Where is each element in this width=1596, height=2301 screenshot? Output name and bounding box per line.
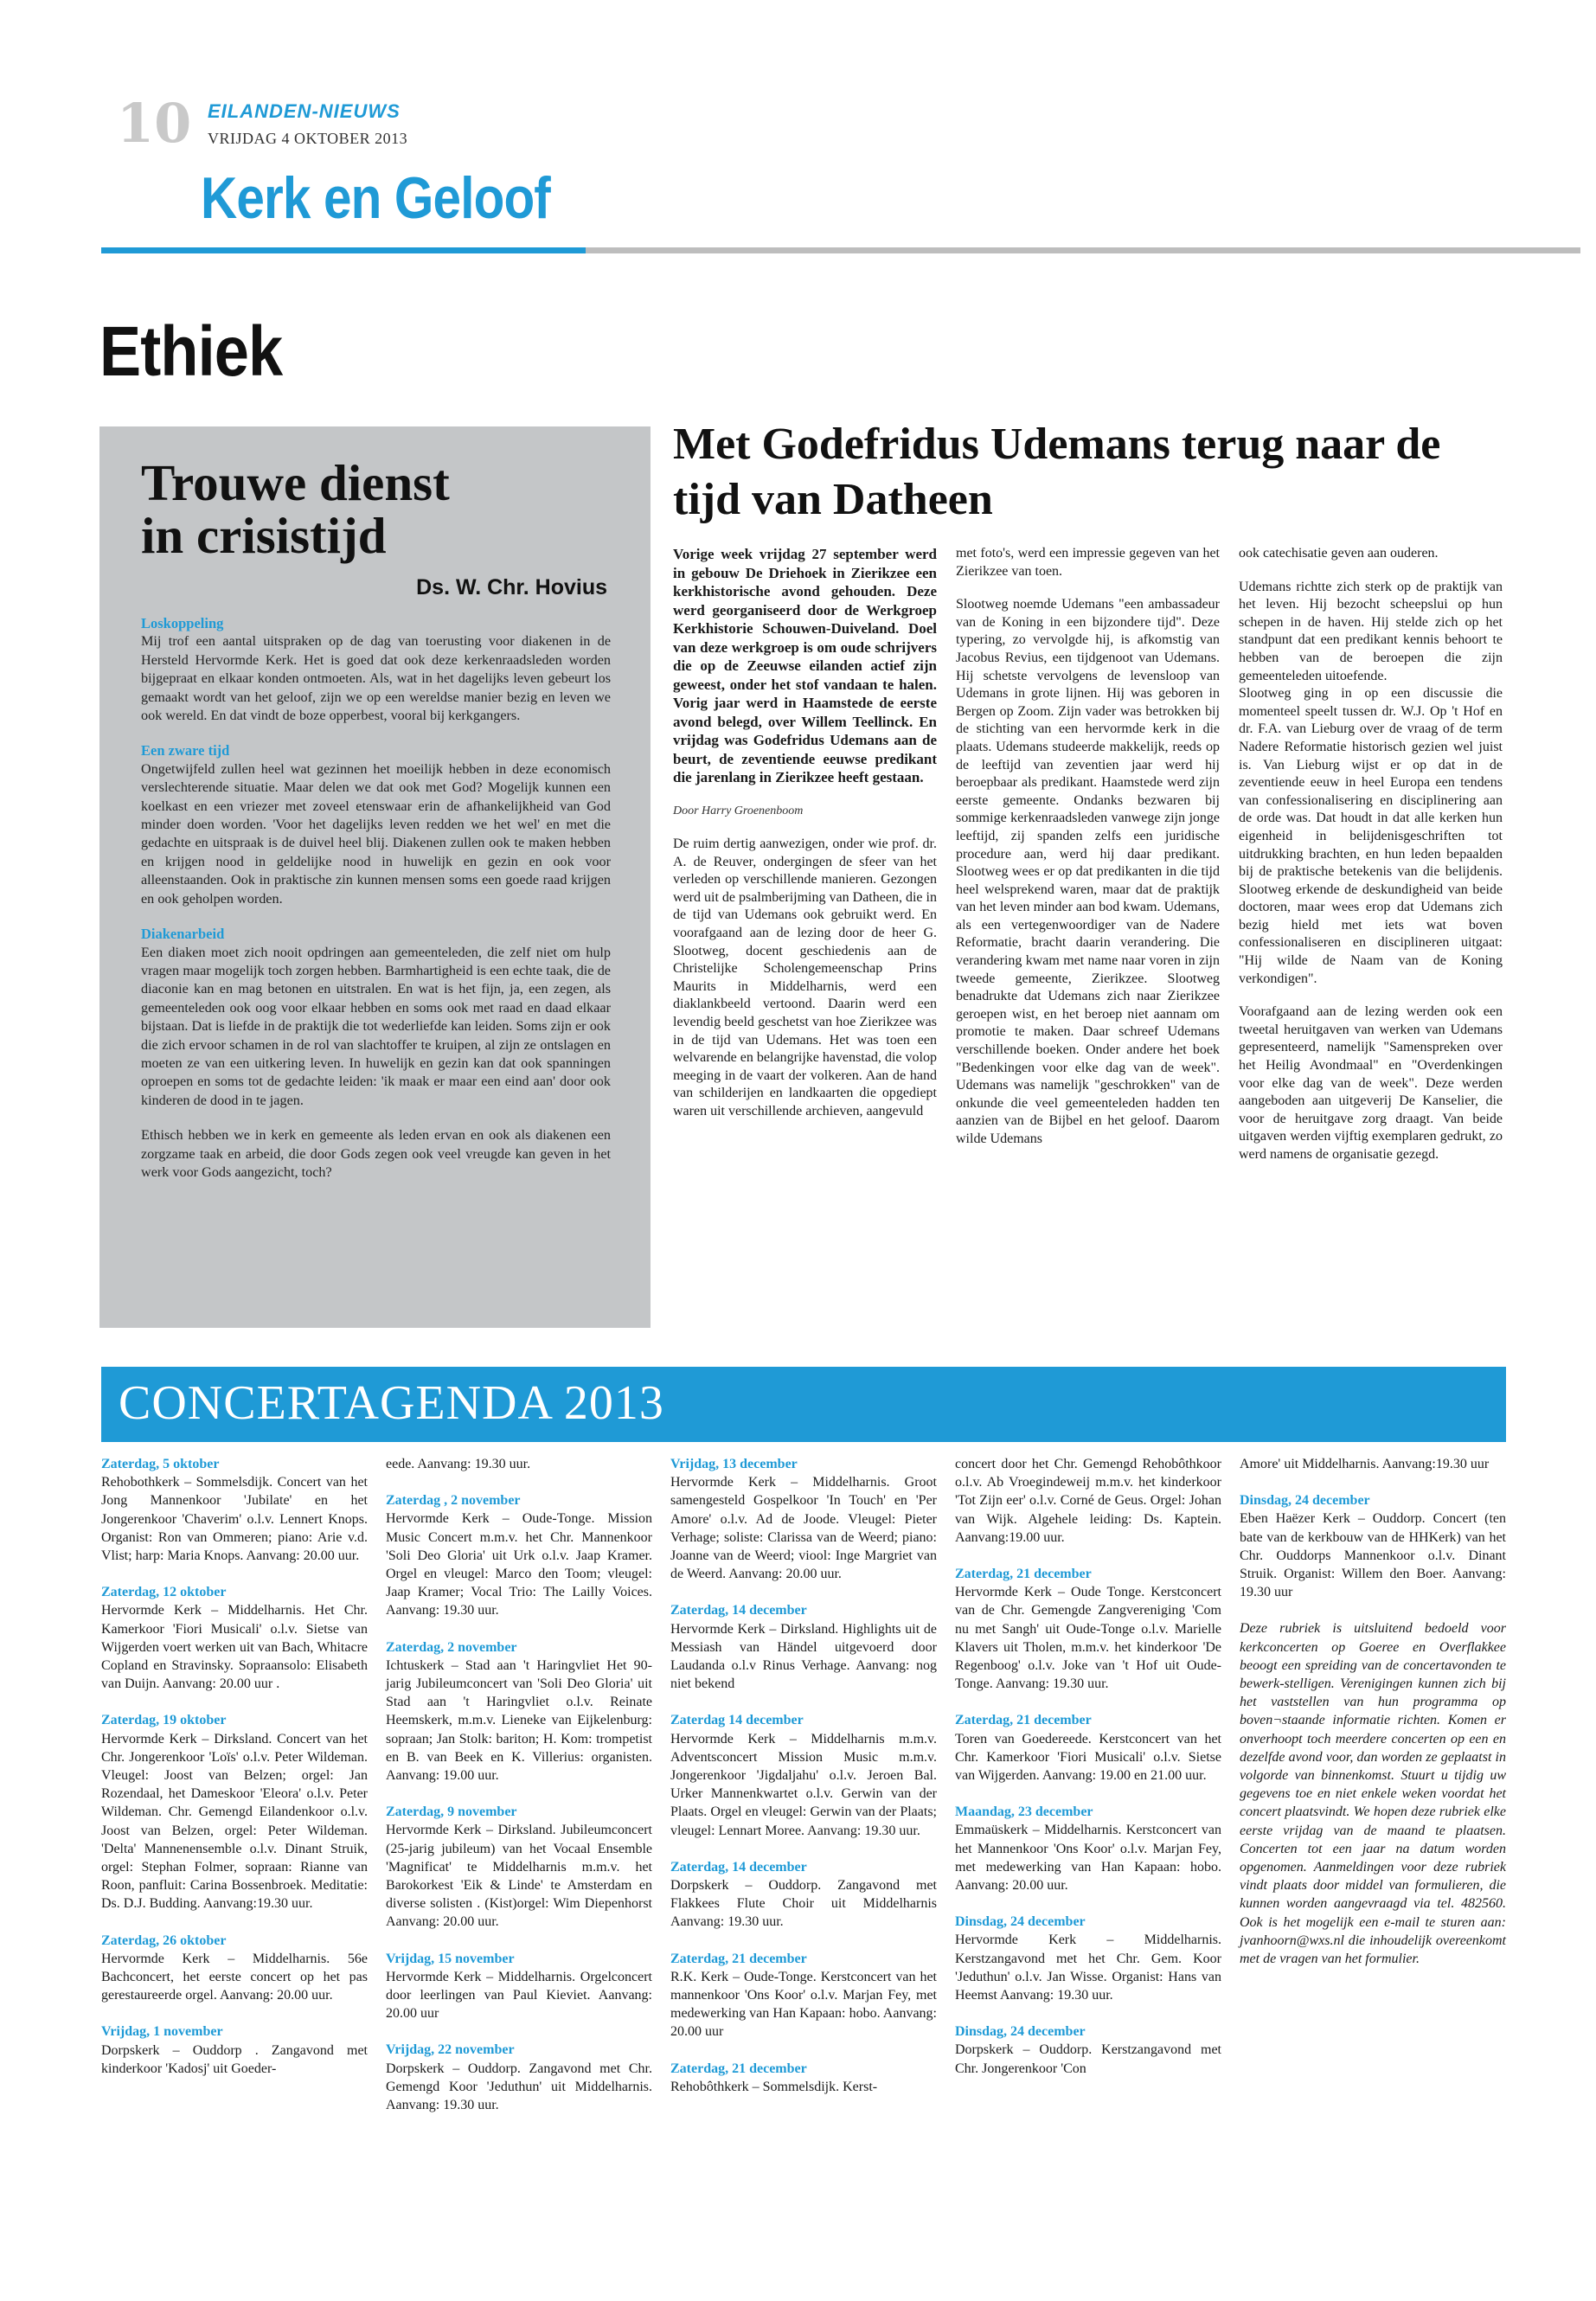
agenda-text: Hervormde Kerk – Dirksland. Highlights uit de Messiash van Händel uitgevoerd door Laudanda o.l.v Rinus Verhage. Aanvang: nog niet bekend <box>670 1621 937 1692</box>
concert-agenda <box>101 1455 1506 2234</box>
agenda-item <box>386 1950 652 2023</box>
agenda-column-4 <box>955 1455 1221 2096</box>
agenda-date: Zaterdag, 14 december <box>670 1859 807 1875</box>
agenda-text: Rehobothkerk – Sommelsdijk. Concert van het Jong Mannenkoor 'Jubilate' en het Jongerenkoor 'Chaverim' o.l.v. Lennert Knops. Organist: Ron van Ommeren; piano: Arie v.d. Vlist; harp: Maria Knops. Aanvang: 20.00 uur. <box>101 1475 368 1564</box>
agenda-column-1 <box>101 1455 368 2096</box>
agenda-date: Zaterdag, 21 december <box>955 1567 1092 1582</box>
issue-date: VRIJDAG 4 OKTOBER 2013 <box>208 130 408 147</box>
column-paragraph: Mij trof een aantal uitspraken op de dag van toerusting voor diakenen in de Hersteld Hervormde Kerk. Het is goed dat ook deze kerkenraadsleden worden bijgepraat en elkaar konden ontmoeten. Als, wat in het dagelijks leven gebeurt los gemaakt wordt van het geloof, zijn we op een wereldse manier bezig en leven we ook wereld. En dat vindt de boze opperbest, vooral bij kerkgangers. <box>141 633 611 724</box>
agenda-text: Hervormde Kerk – Middelharnis. Orgelconcert door leerlingen van Paul Kieviet. Aanvang: 20.00 uur <box>386 1969 652 2022</box>
agenda-item <box>955 1913 1221 2004</box>
agenda-item <box>955 1803 1221 1894</box>
agenda-date: Vrijdag, 15 november <box>386 1951 515 1966</box>
article-body <box>673 545 1505 1324</box>
agenda-text: concert door het Chr. Gemengd Rehobôthkoor o.l.v. Ab Vroegindeweij m.m.v. het kinderkoor 'Tot Zijn eer' o.l.v. Corné de Geus. Orgel: Johan van Wijk. Algehele leiding: Ds. Kaptein. Aanvang:19.00 uur. <box>955 1457 1221 1545</box>
agenda-date: Zaterdag, 21 december <box>670 1951 807 1966</box>
agenda-text: Emmaüskerk – Middelharnis. Kerstconcert van het Mannenkoor 'Ons Koor' o.l.v. Marjan Fey, met medewerking van Han Kapaan: hobo. Aanvang: 20.00 uur. <box>955 1823 1221 1894</box>
agenda-item <box>670 1711 937 1839</box>
section-title: Kerk en Geloof <box>201 165 550 231</box>
agenda-text: Hervormde Kerk – Oude-Tonge. Mission Music Concert m.m.v. het Chr. Mannenkoor 'Soli Deo Gloria' uit Urk o.l.v. Jaap Kramer. Orgel en vleugel: Marco den Toom; vleugel: Jaap Kramer; Vocal Trio: The Lailly Voices. Aanvang: 19.30 uur. <box>386 1511 652 1618</box>
agenda-text: Dorpskerk – Ouddorp . Zangavond met kinderkoor 'Kadosj' uit Goeder- <box>101 2042 368 2076</box>
agenda-text: Toren van Goedereede. Kerstconcert van het Chr. Kamerkoor 'Fiori Musicali' o.l.v. Sietse van Wijgerden. Aanvang: 19.00 en 21.00 uur. <box>955 1731 1221 1784</box>
agenda-item <box>386 1455 652 1473</box>
agenda-item <box>670 1601 937 1693</box>
agenda-item <box>670 1858 937 1932</box>
agenda-date: Vrijdag, 13 december <box>670 1457 798 1471</box>
agenda-item <box>386 1638 652 1785</box>
column-subheading: Een zware tijd <box>141 742 230 760</box>
agenda-column-5 <box>1240 1455 1506 1968</box>
agenda-item <box>101 1455 368 1565</box>
agenda-item <box>101 1932 368 2005</box>
agenda-date: Maandag, 23 december <box>955 1804 1093 1820</box>
agenda-date: Dinsdag, 24 december <box>955 1914 1086 1930</box>
agenda-item <box>386 2041 652 2114</box>
agenda-date: Zaterdag 14 december <box>670 1713 804 1728</box>
agenda-text: eede. Aanvang: 19.30 uur. <box>386 1457 531 1471</box>
agenda-text: Dorpskerk – Ouddorp. Kerstzangavond met Chr. Jongerenkoor 'Con <box>955 2042 1221 2076</box>
newspaper-logo: EILANDEN-NIEUWS <box>208 100 401 122</box>
agenda-item <box>101 2022 368 2078</box>
agenda-text: Hervormde Kerk – Middelharnis. Kerstzangavond met het Chr. Gem. Koor 'Jeduthun' o.l.v. Jan Wisse. Organist: Hans van Heemst Aanvang: 19.30 uur. <box>955 1932 1221 2003</box>
agenda-text: Hervormde Kerk – Dirksland. Concert van het Chr. Jongerenkoor 'Loïs' o.l.v. Peter Wildeman. Vleugel: Joost van Belzen; orgel: Jan Rozendaal, het Dameskoor 'Eleora' o.l.v. Peter Wildeman. Chr. Gemengd Eilandenkoor o.l.v. Joost van Belzen, orgel: Peter Wildeman. 'Delta' Mannenensemble o.l.v. Dinant Struik, orgel: Stephan Folmer, sopraan: Rianne van Roon, panfluit: Carina Bossenbroek. Meditatie: Ds. D.J. Budding. Aanvang:19.30 uur. <box>101 1731 368 1912</box>
agenda-date: Dinsdag, 24 december <box>955 2024 1086 2040</box>
agenda-text: Hervormde Kerk – Middelharnis. 56e Bachconcert, het eerste concert op het pas gerestaureerde orgel. Aanvang: 20.00 uur. <box>101 1951 368 2003</box>
agenda-date: Zaterdag, 5 oktober <box>101 1457 220 1471</box>
agenda-date: Zaterdag, 26 oktober <box>101 1932 227 1948</box>
agenda-item <box>386 1491 652 1619</box>
article-paragraph: Slootweg noemde Udemans "een ambassadeur van de Koning in een bijzondere tijd". Deze typering, zo vervolgde hij, is afkomstig van Jacobus Revius, een tijdgenoot van Udemans. Hij schetste vervolgens de levensloop van Udemans in grote lijnen. Hij was geboren in Bergen op Zoom. Zijn vader was betrokken bij de stichting van een hervormde kerk in die plaats. Udemans studeerde makkelijk, reeds op de leeftijd van zeventien jaar werd hij beroepbaar als predikant. Haamstede werd zijn eerste gemeente. Ondanks bezwaren bij sommige kerkenraadsleden vanwege zijn jonge leeftijd, zij spanden zelfs een juridische procedure aan, werd hij daar predikant. Slootweg wees er op dat predikanten in die tijd heel welsprekend waren, maar dat de praktijk van het leven minder aan bod kwam. Udemans, als een vertegenwoordiger van de Nadere Reformatie, bracht daarin verandering. Die verandering kwam met name naar voren in zijn tweede gemeente, Zierikzee. Slootweg benadrukte dat Udemans zich naar Zierikzee geroepen wist, en het beroep niet aannam om promotie te maken. Daar schreef Udemans verschillende boeken. Onder andere het boek "Bedenkingen voor elke dag van de week". Udemans was namelijk "geschrokken" van de onkunde die veel gemeenteleden hadden ten aanzien van de Bijbel en het geloof. Daarom wilde Udemans <box>956 597 1220 1146</box>
agenda-date: Dinsdag, 24 december <box>1240 1493 1370 1509</box>
concert-agenda-title: CONCERTAGENDA 2013 <box>119 1376 664 1430</box>
agenda-note: Deze rubriek is uitsluitend bedoeld voor kerkconcerten op Goeree en Overflakkee beoogt een spreiding van de concertavonden te bewerk-stelligen. Verenigingen kunnen zich bij het vaststellen van hun programma op boven¬staande informatie richten. Komen er onverhoopt toch meerdere concerten op een en dezelfde avond voor, dan worden ze geplaatst in volgorde van binnenkomst. Stuurt u tijdig uw gegevens toe en niet enkele weken voordat het concert plaatsvindt. We hopen deze rubriek elke eerste vrijdag van de maand te plaatsen. Concerten tot een jaar na datum worden opgenomen. Aanmeldingen voor deze rubriek vindt plaats door middel van formulieren, die kunnen worden aangevraagd via tel. 482560. Ook is het mogelijk een e-mail te sturen aan: jvanhoorn@wxs.nl die inhoudelijk overeenkomt met de vragen van het formulier. <box>1240 1621 1506 1967</box>
column-author: Ds. W. Chr. Hovius <box>416 575 607 599</box>
article-paragraph: ook catechisatie geven aan ouderen. <box>1239 546 1439 561</box>
agenda-date: Zaterdag, 21 december <box>955 1713 1092 1728</box>
article-column-2 <box>956 545 1220 1164</box>
column-title: Trouwe dienst in crisistijd <box>141 454 450 565</box>
agenda-date: Zaterdag , 2 november <box>386 1493 521 1509</box>
section-rule-accent <box>101 247 586 253</box>
agenda-text: Hervormde Kerk – Dirksland. Jubileumconcert (25-jarig jubileum) van het Vocaal Ensemble 'Magnificat' te Middelharnis m.m.v. het Barokorkest 'Eik & Linde' te Amsterdam en diverse solisten . (Kist)orgel: Wim Diepenhorst Aanvang: 20.00 uur. <box>386 1823 652 1930</box>
column-paragraph: Een diaken moet zich nooit opdringen aan gemeenteleden, die zelf niet om hulp vragen maar mogelijk toch zorgen hebben. Barmhartigheid is een echte taak, die de diaconie kan en mag betonen en uitstralen. En wat is het fijn, ja, een zegen, als gemeenteleden ook oog voor elkaar hebben en soms ook met raad en daad elkaar bijstaan. Dat is liefde in de praktijk die tot wederliefde kan leiden. Soms zijn er ook die zich ervoor schamen in de rol van slachtoffer te kruipen, al zijn ze ontslagen en moeten ze van een uitkering leven. In huwelijk en gezin kan dat ook spanningen oproepen en soms tot de gedachte leiden: 'ik maak er maar een eind aan' door ook kinderen de dood in te jagen. <box>141 944 611 1108</box>
agenda-item <box>101 1711 368 1913</box>
agenda-date: Zaterdag, 21 december <box>670 2061 807 2076</box>
agenda-text: R.K. Kerk – Oude-Tonge. Kerstconcert van het mannenkoor 'Ons Koor' o.l.v. Marjan Fey, met medewerking van Han Kapaan: hobo. Aanvang: 20.00 uur <box>670 1969 937 2040</box>
article-byline: Door Harry Groenenboom <box>673 804 804 817</box>
agenda-text: Dorpskerk – Ouddorp. Zangavond met Chr. Gemengd Koor 'Jeduthun' uit Middelharnis. Aanvang: 19.30 uur. <box>386 2061 652 2113</box>
agenda-text: Hervormde Kerk – Oude Tonge. Kerstconcert van de Chr. Gemengde Zangvereniging 'Com nu met Sangh' uit Oude-Tonge o.l.v. Marielle Klavers uit Tholen, m.m.v. het kinderkoor 'De Regenboog' o.l.v. Joke van 't Hof uit Oude-Tonge. Aanvang: 19.30 uur. <box>955 1585 1221 1692</box>
agenda-date: Zaterdag, 12 oktober <box>101 1585 227 1600</box>
agenda-item <box>955 1565 1221 1693</box>
agenda-item <box>955 1711 1221 1785</box>
agenda-item <box>1240 1455 1506 1473</box>
opinion-column <box>99 426 651 1328</box>
article-headline: Met Godefridus Udemans terug naar de tijd van Datheen <box>673 420 1441 524</box>
agenda-text: Amore' uit Middelharnis. Aanvang:19.30 uur <box>1240 1457 1490 1471</box>
agenda-text: Hervormde Kerk – Middelharnis. Groot samengesteld Gospelkoor 'In Touch' en 'Per Amore' o.l.v. Ad de Joode. Vleugel: Pieter Verhage; soliste: Clarissa van de Weerd; piano: Joanne van de Weerd; viool: Inge Margriet van de Weerd. Aanvang: 20.00 uur. <box>670 1475 937 1582</box>
agenda-item <box>386 1803 652 1931</box>
agenda-text: Ichtuskerk – Stad aan 't Haringvliet Het 90-jarig Jubileumconcert van 'Soli Deo Gloria' uit Stad aan 't Haringvliet o.l.v. Reinate Heemskerk, m.m.v. Lieneke van Eijkelenburg: sopraan; Jan Stolk: bariton; H. Kom: trompetist en B. van Beek en K. Villerius: organisten. Aanvang: 19.00 uur. <box>386 1657 652 1784</box>
article-column-1 <box>673 545 937 1137</box>
agenda-text: Rehobôthkerk – Sommelsdijk. Kerst- <box>670 2079 878 2094</box>
column-paragraph: Ethisch hebben we in kerk en gemeente als leden ervan en ook als diakenen een zorgzame taak en arbeid, die door Gods zegen ook veel vreugde kan geven in het werk voor Gods aangezicht, toch? <box>141 1127 611 1180</box>
subsection-title: Ethiek <box>99 312 283 391</box>
agenda-date: Vrijdag, 1 november <box>101 2024 223 2040</box>
agenda-text: Hervormde Kerk – Middelharnis. Het Chr. Kamerkoor 'Fiori Musicali' o.l.v. Sietse van Wijgerden voert werken uit van Bach, Whitacre Copland en Stravinsky. Sopraansolo: Elisabeth van Duijn. Aanvang: 20.00 uur . <box>101 1603 368 1692</box>
article-column-3 <box>1239 545 1503 1180</box>
agenda-item <box>101 1583 368 1693</box>
concert-agenda-banner <box>101 1367 1506 1442</box>
article-lead: Vorige week vrijdag 27 september werd in gebouw De Driehoek in Zierikzee een kerkhistorische avond gehouden. Deze werd georganiseerd door de Werkgroep Kerkhistorie Schouwen-Duiveland. Doel van deze werkgroep is om oude schrijvers die op de Zeeuwse eilanden actief zijn geweest, onder het stof vandaan te halen. Vorig jaar werd in Haamstede de eerste avond belegd, over Willem Teellinck. En vrijdag was Godefridus Udemans aan de beurt, de zeventiende eeuwse predikant die jarenlang in Zierikzee heeft gestaan. <box>673 546 937 785</box>
agenda-item <box>955 2022 1221 2078</box>
agenda-date: Zaterdag, 2 november <box>386 1639 517 1655</box>
column-body <box>141 614 611 1198</box>
article-paragraph: Slootweg ging in op een discussie die momenteel speelt tussen dr. W.J. Op 't Hof en dr. F.A. van Lieburg over de vraag of de term Nadere Reformatie historisch gezien wel juist is. Van Lieburg wijst er op dat in de zeventiende eeuw in heel Europa een tendens van confessionalisering en disciplinering aan de orde was. Dat houdt in dat alle kerken hun eigenheid in belijdenisgeschriften tot uitdrukking brachten, en hun leden bepaalden bij de praktische betekenis van die belijdenis. Slootweg erkende de deskundigheid van beide doctoren, maar wees erop dat Udemans zich bezig hield met iets wat boven confessionaliseren en disciplineren uitgaat: "Hij wilde de Naam van de Koning verkondigen". <box>1239 686 1503 986</box>
agenda-item <box>670 1950 937 2041</box>
agenda-text: Eben Haëzer Kerk – Ouddorp. Concert (ten bate van de kerkbouw van de HHKerk) van het Chr. Ouddorps Mannenkoor o.l.v. Dinant Struik. Organist: Willem den Boer. Aanvang: 19.30 uur <box>1240 1511 1506 1600</box>
agenda-text: Hervormde Kerk – Middelharnis m.m.v. Adventsconcert Mission Music m.m.v. Jongerenkoor 'Jigdaljahu' o.l.v. Jeroen Bal. Urker Mannenkwartet o.l.v. Gerwin van der Plaats. Orgel en vleugel: Gerwin van der Plaats; vleugel: Lennart Moree. Aanvang: 19.30 uur. <box>670 1731 937 1838</box>
column-subheading: Loskoppeling <box>141 615 224 631</box>
article-paragraph: met foto's, werd een impressie gegeven van het Zierikzee van toen. <box>956 546 1220 579</box>
agenda-date: Zaterdag, 9 november <box>386 1804 517 1820</box>
agenda-column-2 <box>386 1455 652 2132</box>
agenda-date: Zaterdag, 14 december <box>670 1603 807 1618</box>
article-paragraph: Udemans richtte zich sterk op de praktijk van het leven. Hij bezocht scheepslui op hun schepen in de haven. Hij stelde zich op het standpunt dat een predikant kennis behoort te hebben van de beroepen die zijn gemeenteleden uitoefende. <box>1239 579 1503 683</box>
agenda-date: Vrijdag, 22 november <box>386 2042 515 2058</box>
agenda-item <box>670 2060 937 2096</box>
agenda-item <box>670 1455 937 1583</box>
section-rule <box>586 247 1580 253</box>
agenda-date: Zaterdag, 19 oktober <box>101 1713 227 1728</box>
column-paragraph: Ongetwijfeld zullen heel wat gezinnen het moeilijk hebben in deze economisch verslechterende situatie. Maar delen we dat ook met God? Mogelijk kunnen een koelkast en een vriezer met zoveel etenswaar erin de afhankelijkheid van God minder doen worden. 'Voor het dagelijks leven redden we het wel' en met die gedachte en uitspraak is de duivel heel blij. Diakenen zullen ook te maken hebben en krijgen nood in geldelijke nood in huwelijk en gezin en ook voor alleenstaanden. Ook in praktische zin kunnen mensen soms een goede raad krijgen en ook geholpen worden. <box>141 760 611 907</box>
agenda-item <box>955 1455 1221 1547</box>
article-paragraph: Voorafgaand aan de lezing werden ook een tweetal heruitgaven van werken van Udemans gepresenteerd, namelijk "Samenspreken over het Heilig Avondmaal" en "Overdenkingen voor elke dag van de week". Deze werden aangeboden aan uitgeverij De Kanselier, die voor de heruitgave zorg draagt. Van beide uitgaven werden vijftig exemplaren gedrukt, zo werd namens de organisatie gezegd. <box>1239 1004 1503 1162</box>
column-subheading: Diakenarbeid <box>141 926 225 943</box>
agenda-text: Dorpskerk – Ouddorp. Zangavond met Flakkees Flute Choir uit Middelharnis Aanvang: 19.30 uur. <box>670 1878 937 1930</box>
agenda-column-3 <box>670 1455 937 2114</box>
page-number: 10 <box>117 92 192 155</box>
agenda-item <box>1240 1491 1506 1601</box>
article-paragraph: De ruim dertig aanwezigen, onder wie prof. dr. A. de Reuver, ondergingen de sfeer van het verleden op verschillende manieren. Gezongen werd uit de psalmberijming van Datheen, die in de tijd van Udemans ook gebruikt werd. En voorafgaand aan de lezing door de heer G. Slootweg, docent geschiedenis aan de Christelijke Scholengemeenschap Prins Maurits in Middelharnis, werd een diaklankbeeld vertoond. Daarin werd een levendig beeld geschetst van hoe Zierikzee was in de tijd van Udemans. Het was toen een welvarende en belangrijke havenstad, die volop meeging in de vaart der volkeren. Aan de hand van schilderijen en landkaarten die opgediept waren uit verschillende archieven, aangevuld <box>673 836 937 1118</box>
